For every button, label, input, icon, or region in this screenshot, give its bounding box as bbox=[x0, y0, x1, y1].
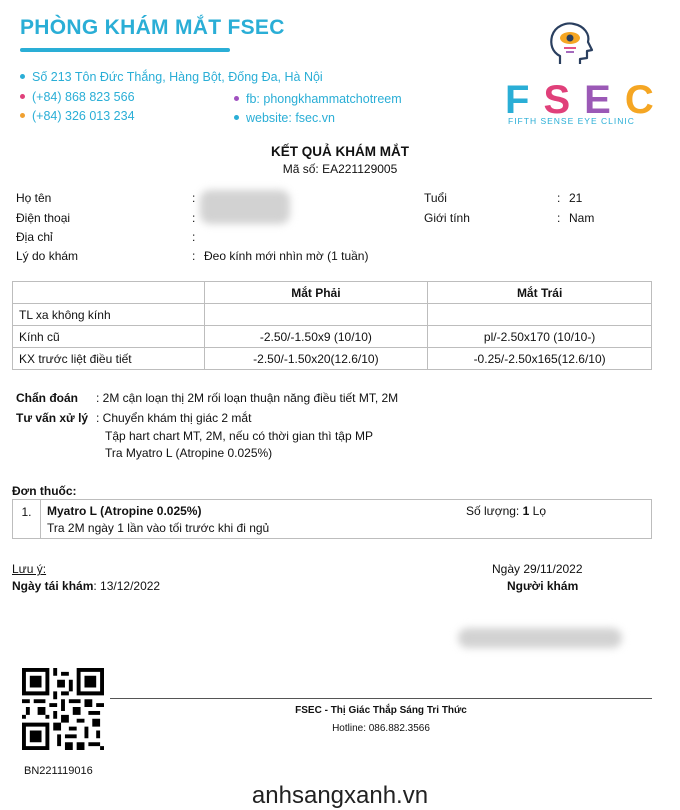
phone2-text: (+84) 326 013 234 bbox=[32, 109, 135, 123]
left-eye-value: pl/-2.50x170 (10/10-) bbox=[428, 326, 652, 348]
reason-value: Đeo kính mới nhìn mờ (1 tuần) bbox=[204, 249, 369, 263]
logo-letter-e: E bbox=[584, 78, 625, 122]
age-value: 21 bbox=[569, 191, 583, 205]
logo-letter-c: C bbox=[624, 78, 668, 122]
table-row bbox=[13, 304, 652, 326]
logo-letter-f: F bbox=[505, 78, 544, 122]
name-colon: : bbox=[192, 191, 196, 205]
address-text: Số 213 Tôn Đức Thắng, Hàng Bột, Đống Đa, Hà Nội bbox=[32, 70, 323, 84]
bullet-dot-icon bbox=[20, 94, 25, 99]
row-label: TL xa không kính bbox=[13, 304, 205, 326]
phone-label: Điện thoại bbox=[16, 211, 71, 225]
logo-letter-s: S bbox=[543, 78, 585, 122]
qr-code-icon bbox=[22, 668, 104, 750]
facebook-text: fb: phongkhammatchotreem bbox=[246, 92, 402, 106]
head-eye-bulb-icon bbox=[546, 20, 596, 72]
gender-colon: : bbox=[557, 211, 561, 225]
diagnosis-label: Chẩn đoán bbox=[16, 391, 78, 405]
quantity-label: Số lượng: bbox=[466, 504, 520, 518]
exam-results-table bbox=[12, 281, 652, 370]
patient-barcode-id: BN221119016 bbox=[24, 765, 93, 777]
header-cell-empty bbox=[13, 282, 205, 304]
left-eye-value: -0.25/-2.50x165(12.6/10) bbox=[428, 348, 652, 370]
clinic-name-underline bbox=[20, 48, 230, 52]
drug-instruction: Tra 2M ngày 1 lần vào tối trước khi đi ngủ bbox=[47, 521, 270, 535]
reason-label: Lý do khám bbox=[16, 249, 79, 263]
header-cell-right-eye: Mắt Phải bbox=[204, 282, 428, 304]
drug-name: Myatro L (Atropine 0.025%) bbox=[47, 504, 202, 518]
phone1-text: (+84) 868 823 566 bbox=[32, 90, 135, 104]
table-header-row bbox=[13, 282, 652, 304]
advice-line-1: : Chuyển khám thị giác 2 mắt bbox=[96, 411, 252, 425]
reason-colon: : bbox=[192, 249, 196, 263]
name-label: Họ tên bbox=[16, 191, 52, 205]
right-eye-value: -2.50/-1.50x9 (10/10) bbox=[204, 326, 428, 348]
footer-hotline: Hotline: 086.882.3566 bbox=[332, 723, 430, 734]
advice-line-3: Tra Myatro L (Atropine 0.025%) bbox=[105, 446, 273, 460]
website-line bbox=[234, 111, 335, 125]
quantity-unit: Lọ bbox=[532, 504, 546, 518]
bullet-dot-icon bbox=[234, 115, 239, 120]
age-label: Tuổi bbox=[424, 191, 447, 205]
left-eye-value bbox=[428, 304, 652, 326]
document-code: Mã số: EA221129005 bbox=[282, 162, 398, 176]
facebook-line bbox=[234, 92, 402, 106]
phone-line-2 bbox=[20, 109, 135, 123]
revisit-value: : 13/12/2022 bbox=[93, 579, 161, 593]
row-label: KX trước liệt điều tiết bbox=[13, 348, 205, 370]
advice-label: Tư vấn xử lý bbox=[16, 411, 89, 425]
note-label: Lưu ý: bbox=[12, 562, 47, 576]
prescription-number: 1. bbox=[13, 500, 41, 538]
address-colon: : bbox=[192, 230, 196, 244]
phone-line-1 bbox=[20, 90, 135, 104]
clinic-name: PHÒNG KHÁM MẮT FSEC bbox=[20, 16, 285, 39]
exam-date: Ngày 29/11/2022 bbox=[492, 562, 583, 576]
redacted-name bbox=[200, 190, 290, 224]
age-colon: : bbox=[557, 191, 561, 205]
logo-subtitle: FIFTH SENSE EYE CLINIC bbox=[508, 116, 635, 126]
prescription-label: Đơn thuốc: bbox=[12, 484, 77, 498]
advice-line-2: Tập hart chart MT, 2M, nếu có thời gian thì tập MP bbox=[105, 429, 373, 443]
gender-label: Giới tính bbox=[424, 211, 470, 225]
footer-divider bbox=[110, 698, 652, 699]
table-row bbox=[13, 348, 652, 370]
address-label: Địa chỉ bbox=[16, 230, 53, 244]
drug-quantity bbox=[466, 504, 546, 518]
prescription-item bbox=[12, 499, 652, 539]
phone-colon: : bbox=[192, 211, 196, 225]
redacted-signature bbox=[458, 628, 622, 648]
bullet-dot-icon bbox=[20, 113, 25, 118]
gender-value: Nam bbox=[569, 211, 595, 225]
examiner-label: Người khám bbox=[507, 579, 579, 593]
footer-slogan: FSEC - Thị Giác Thắp Sáng Tri Thức bbox=[295, 705, 467, 716]
bullet-dot-icon bbox=[234, 96, 239, 101]
website-text: website: fsec.vn bbox=[246, 111, 335, 125]
revisit-label: Ngày tái khám bbox=[12, 579, 94, 593]
quantity-value: 1 bbox=[522, 504, 530, 518]
diagnosis-value: : 2M cận loạn thị 2M rối loạn thuận năng điều tiết MT, 2M bbox=[96, 391, 399, 405]
bullet-dot-icon bbox=[20, 74, 25, 79]
row-label: Kính cũ bbox=[13, 326, 205, 348]
revisit-line bbox=[12, 579, 160, 593]
right-eye-value bbox=[204, 304, 428, 326]
header-cell-left-eye: Mắt Trái bbox=[428, 282, 652, 304]
table-row bbox=[13, 326, 652, 348]
document-title: KẾT QUẢ KHÁM MẮT bbox=[271, 144, 409, 159]
watermark: anhsangxanh.vn bbox=[251, 782, 429, 809]
right-eye-value: -2.50/-1.50x20(12.6/10) bbox=[204, 348, 428, 370]
address-line bbox=[20, 70, 323, 84]
